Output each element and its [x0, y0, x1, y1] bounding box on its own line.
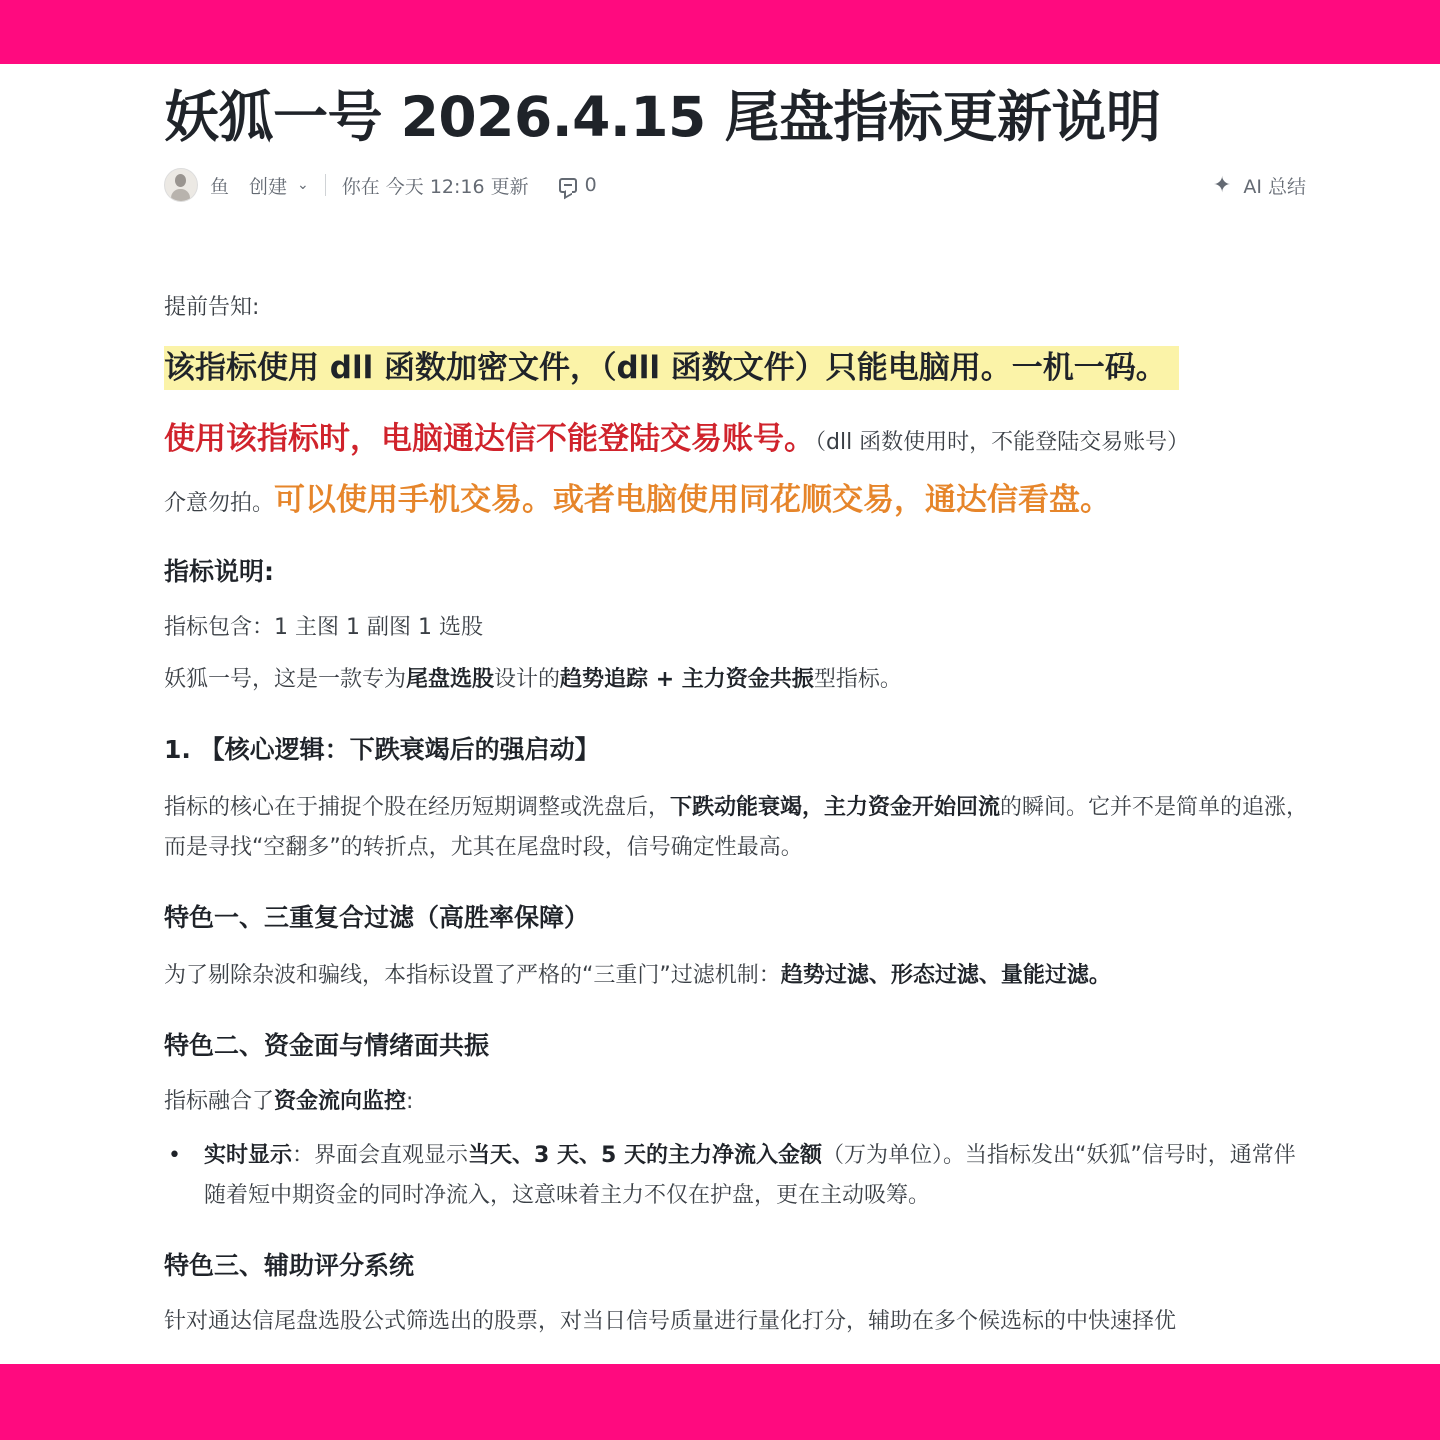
- feature1-text: 为了剔除杂波和骗线，本指标设置了严格的“三重门”过滤机制：趋势过滤、形态过滤、量能过滤。: [164, 963, 1111, 988]
- highlighted-warning: 该指标使用 dll 函数加密文件，（dll 函数文件）只能电脑用。一机一码。: [164, 346, 1179, 390]
- core-logic-text: 指标的核心在于捕捉个股在经历短期调整或洗盘后，下跌动能衰竭，主力资金开始回流的瞬间。它并不是简单的追涨，而是寻找“空翻多”的转折点，尤其在尾盘时段，信号确定性最高。: [164, 795, 1309, 860]
- warning-note: （dll 函数使用时，不能登陆交易账号）: [815, 430, 1190, 455]
- feature2-text: 指标融合了资金流向监控:: [164, 1089, 414, 1114]
- comment-count[interactable]: 0: [584, 174, 597, 196]
- warning-orange-text: 可以使用手机交易。或者电脑使用同花顺交易，通达信看盘。: [274, 482, 1112, 518]
- created-label: 创建: [249, 175, 288, 198]
- intro-contents: 指标包含：1 主图 1 副图 1 选股: [164, 615, 483, 640]
- document-page: [0, 64, 1440, 1364]
- feature3-text: 针对通达信尾盘选股公式筛选出的股票，对当日信号质量进行量化打分，辅助在多个候选标的中快速择优: [164, 1309, 1177, 1334]
- author-name[interactable]: 鱼: [210, 175, 230, 198]
- warning-red-text: 使用该指标时，电脑通达信不能登陆交易账号。: [164, 421, 815, 457]
- notice-label: 提前告知:: [164, 295, 260, 320]
- intro-description: 妖狐一号，这是一款专为尾盘选股设计的趋势追踪 + 主力资金共振型指标。: [164, 667, 902, 692]
- warning-prefix: 介意勿拍。: [164, 491, 275, 516]
- meta-divider: [325, 174, 326, 196]
- ai-summary-icon[interactable]: ✦: [1212, 172, 1232, 198]
- feature2-bullet-text: 实时显示：界面会直观显示当天、3 天、5 天的主力净流入金额（万为单位）。当指标发出“妖狐”信号时，通常伴随着短中期资金的同时净流入，这意味着主力不仅在护盘，更在主动吸筹。: [204, 1143, 1296, 1208]
- bullet-dot: •: [168, 1143, 181, 1168]
- chevron-down-icon[interactable]: ⌄: [297, 177, 309, 193]
- feature2-heading: 特色二、资金面与情绪面共振: [164, 1031, 490, 1060]
- highlight-block: [164, 346, 1316, 390]
- feature1-heading: 特色一、三重复合过滤（高胜率保障）: [164, 903, 590, 932]
- list-item: [164, 1136, 1316, 1216]
- comment-icon[interactable]: [559, 178, 577, 193]
- bottom-border-band: [0, 1364, 1440, 1440]
- updated-info: 你在 今天 12:16 更新: [341, 175, 529, 198]
- ai-summary-button[interactable]: AI 总结: [1243, 175, 1306, 198]
- doc-meta-bar: [164, 168, 1306, 202]
- feature3-heading: 特色三、辅助评分系统: [164, 1251, 415, 1280]
- core-logic-heading: 1. 【核心逻辑：下跌衰竭后的强启动】: [164, 735, 600, 764]
- top-border-band: [0, 0, 1440, 64]
- section-heading-intro: 指标说明:: [164, 557, 274, 586]
- avatar[interactable]: [164, 168, 198, 202]
- page-title: 妖狐一号 2026.4.15 尾盘指标更新说明: [164, 85, 1161, 149]
- warning-paragraph: [164, 414, 1316, 530]
